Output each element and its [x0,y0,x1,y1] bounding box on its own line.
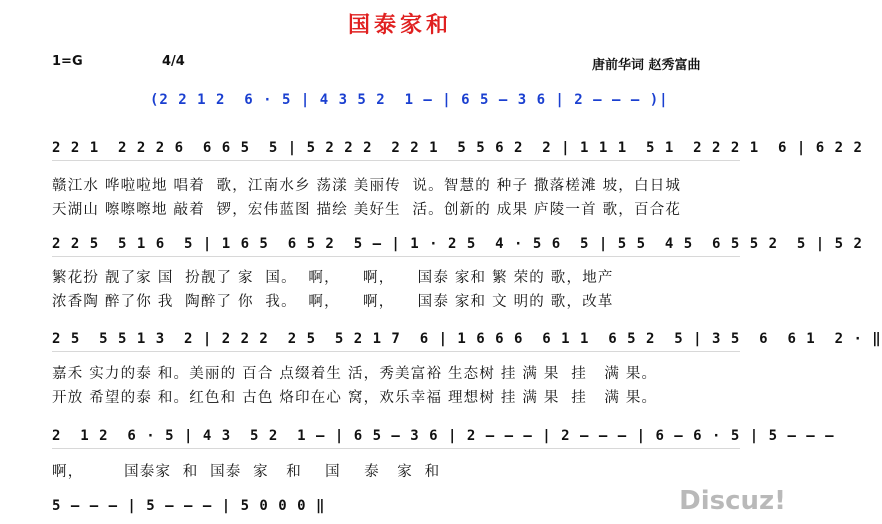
lyric-line: 浓香陶 醉了你 我 陶醉了 你 我。 啊， 啊， 国泰 家和 文 明的 歌，改革 [52,294,614,310]
lyric-line: 啊， 国泰家 和 国泰 家 和 国 泰 家 和 [52,464,441,480]
notation-line: 2 1 2 6 · 5 | 4 3 5 2 1 – | 6 5 – 3 6 | 2 – – – | 2 – – – | 6 – 6 · 5 | 5 – – – [52,428,835,444]
staff-underline [52,448,740,449]
lyric-line: 天湖山 嚓嚓嚓地 敲着 锣，宏伟蓝图 描绘 美好生 活。创新的 成果 庐陵一首 歌，百合花 [52,202,682,218]
lyric-line: 繁花扮 靓了家 国 扮靓了 家 国。 啊， 啊， 国泰 家和 繁 荣的 歌，地产 [52,270,614,286]
watermark: Discuz! [679,486,786,516]
lyric-line: 赣江水 哗啦啦地 唱着 歌，江南水乡 荡漾 美丽传 说。智慧的 种子 撒落槎滩 坡，白日城 [52,178,682,194]
time-signature: 4/4 [162,54,185,69]
lyric-line: 开放 希望的泰 和。红色和 古色 烙印在心 窝，欢乐幸福 理想树 挂 满 果 挂 满 果。 [52,390,658,406]
song-title: 国泰家和 [347,12,452,38]
notation-line: 2 5 5 5 1 3 2 | 2 2 2 2 5 5 2 1 7 6 | 1 6 6 6 6 1 1 6 5 2 5 | 3 5 6 6 1 2 · ‖ [52,331,882,347]
key-signature: 1=G [52,54,83,69]
intro-notation: (2 2 1 2 6 · 5 | 4 3 5 2 1 – | 6 5 – 3 6 | 2 – – – )| [150,92,669,108]
notation-line: 2 2 5 5 1 6 5 | 1 6 5 6 5 2 5 – | 1 · 2 5 4 · 5 6 5 | 5 5 4 5 6 5 5 2 5 | 5 2 [52,236,863,252]
staff-underline [52,256,740,257]
credits: 唐前华词 赵秀富曲 [592,58,701,73]
notation-line: 5 – – – | 5 – – – | 5 0 0 0 ‖ [52,498,326,514]
lyric-line: 嘉禾 实力的泰 和。美丽的 百合 点缀着生 活，秀美富裕 生态树 挂 满 果 挂 满 果。 [52,366,658,382]
notation-line: 2 2 1 2 2 2 6 6 6 5 5 | 5 2 2 2 2 2 1 5 5 6 2 2 | 1 1 1 5 1 2 2 2 1 6 | 6 2 2 [52,140,863,156]
staff-underline [52,351,740,352]
staff-underline [52,160,740,161]
